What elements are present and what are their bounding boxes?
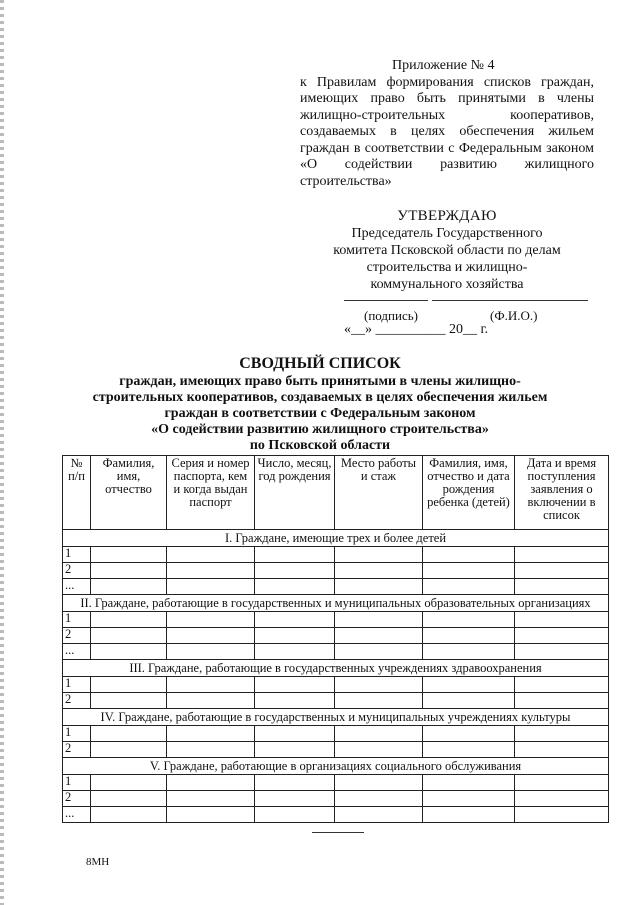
table-row bbox=[63, 693, 609, 709]
subtitle-line-3: граждан в соответствии с Федеральным законом bbox=[164, 406, 476, 421]
header-application-date: Дата и время поступления заявления о включении в список bbox=[515, 456, 609, 530]
row-number: 2 bbox=[63, 563, 91, 579]
section-title: V. Граждане, работающие в организациях социального обслуживания bbox=[63, 758, 609, 775]
section-row bbox=[63, 595, 609, 612]
row-number: 1 bbox=[63, 775, 91, 791]
table-row bbox=[63, 547, 609, 563]
subtitle-line-4: «О содействии развитию жилищного строительства» bbox=[151, 422, 489, 437]
header-children: Фамилия, имя, отчество и дата рождения ребенка (детей) bbox=[423, 456, 515, 530]
row-number: 2 bbox=[63, 791, 91, 807]
approval-line-3: строительства и жилищно- bbox=[366, 260, 528, 275]
summary-table bbox=[62, 455, 609, 823]
section-row bbox=[63, 758, 609, 775]
name-label: (Ф.И.О.) bbox=[490, 308, 538, 323]
appendix-title: Приложение № 4 bbox=[392, 58, 495, 73]
appendix-body: к Правилам формирования списков граждан, имеющих право быть принятыми в члены жилищно-строительных кооперативов, создаваемых в целях обеспечения жильем граждан в соответствии с Федеральным законом «О содействии развитию жилищного строительства» bbox=[300, 74, 594, 189]
name-line bbox=[432, 300, 588, 301]
section-title: IV. Граждане, работающие в государственных и муниципальных учреждениях культуры bbox=[63, 709, 609, 726]
bottom-divider bbox=[312, 832, 364, 833]
row-number: ... bbox=[63, 807, 91, 823]
scan-edge bbox=[0, 0, 4, 905]
section-row bbox=[63, 709, 609, 726]
section-row bbox=[63, 660, 609, 677]
table-row bbox=[63, 726, 609, 742]
appendix-block bbox=[300, 58, 594, 190]
header-full-name: Фамилия, имя, отчество bbox=[91, 456, 167, 530]
header-number: № п/п bbox=[63, 456, 91, 530]
table-row bbox=[63, 791, 609, 807]
row-number: ... bbox=[63, 579, 91, 595]
table-header-row bbox=[63, 456, 609, 530]
row-number: 2 bbox=[63, 693, 91, 709]
header-birth-date: Число, месяц, год рождения bbox=[255, 456, 335, 530]
row-number: ... bbox=[63, 644, 91, 660]
table-row bbox=[63, 628, 609, 644]
approval-head: УТВЕРЖДАЮ bbox=[397, 208, 497, 224]
table-row bbox=[63, 742, 609, 758]
header-workplace: Место работы и стаж bbox=[335, 456, 423, 530]
table-row bbox=[63, 644, 609, 660]
section-title: III. Граждане, работающие в государственных учреждениях здравоохранения bbox=[63, 660, 609, 677]
table-row bbox=[63, 775, 609, 791]
table-row bbox=[63, 677, 609, 693]
section-row bbox=[63, 530, 609, 547]
document-code: 8МН bbox=[86, 856, 110, 868]
header-passport: Серия и номер паспорта, кем и когда выдан паспорт bbox=[167, 456, 255, 530]
document-subtitle bbox=[40, 374, 600, 454]
subtitle-line-2: строительных кооперативов, создаваемых в целях обеспечения жильем bbox=[92, 390, 548, 405]
approval-line-1: Председатель Государственного bbox=[351, 226, 543, 241]
row-number: 1 bbox=[63, 612, 91, 628]
table-row bbox=[63, 612, 609, 628]
signature-label: (подпись) bbox=[364, 308, 418, 323]
table-row bbox=[63, 807, 609, 823]
section-title: I. Граждане, имеющие трех и более детей bbox=[63, 530, 609, 547]
signature-line bbox=[344, 300, 428, 301]
approval-line-2: комитета Псковской области по делам bbox=[333, 243, 561, 258]
approval-block bbox=[300, 208, 594, 293]
document-title: СВОДНЫЙ СПИСОК bbox=[239, 355, 401, 372]
approval-line-4: коммунального хозяйства bbox=[370, 277, 524, 292]
row-number: 1 bbox=[63, 677, 91, 693]
table-row bbox=[63, 563, 609, 579]
table-row bbox=[63, 579, 609, 595]
row-number: 1 bbox=[63, 547, 91, 563]
row-number: 2 bbox=[63, 742, 91, 758]
section-title: II. Граждане, работающие в государственных и муниципальных образовательных организациях bbox=[63, 595, 609, 612]
subtitle-line-1: граждан, имеющих право быть принятыми в члены жилищно- bbox=[119, 374, 521, 389]
subtitle-line-5: по Псковской области bbox=[249, 438, 391, 453]
row-number: 1 bbox=[63, 726, 91, 742]
approval-date-line: «__» __________ 20__ г. bbox=[344, 322, 489, 337]
row-number: 2 bbox=[63, 628, 91, 644]
